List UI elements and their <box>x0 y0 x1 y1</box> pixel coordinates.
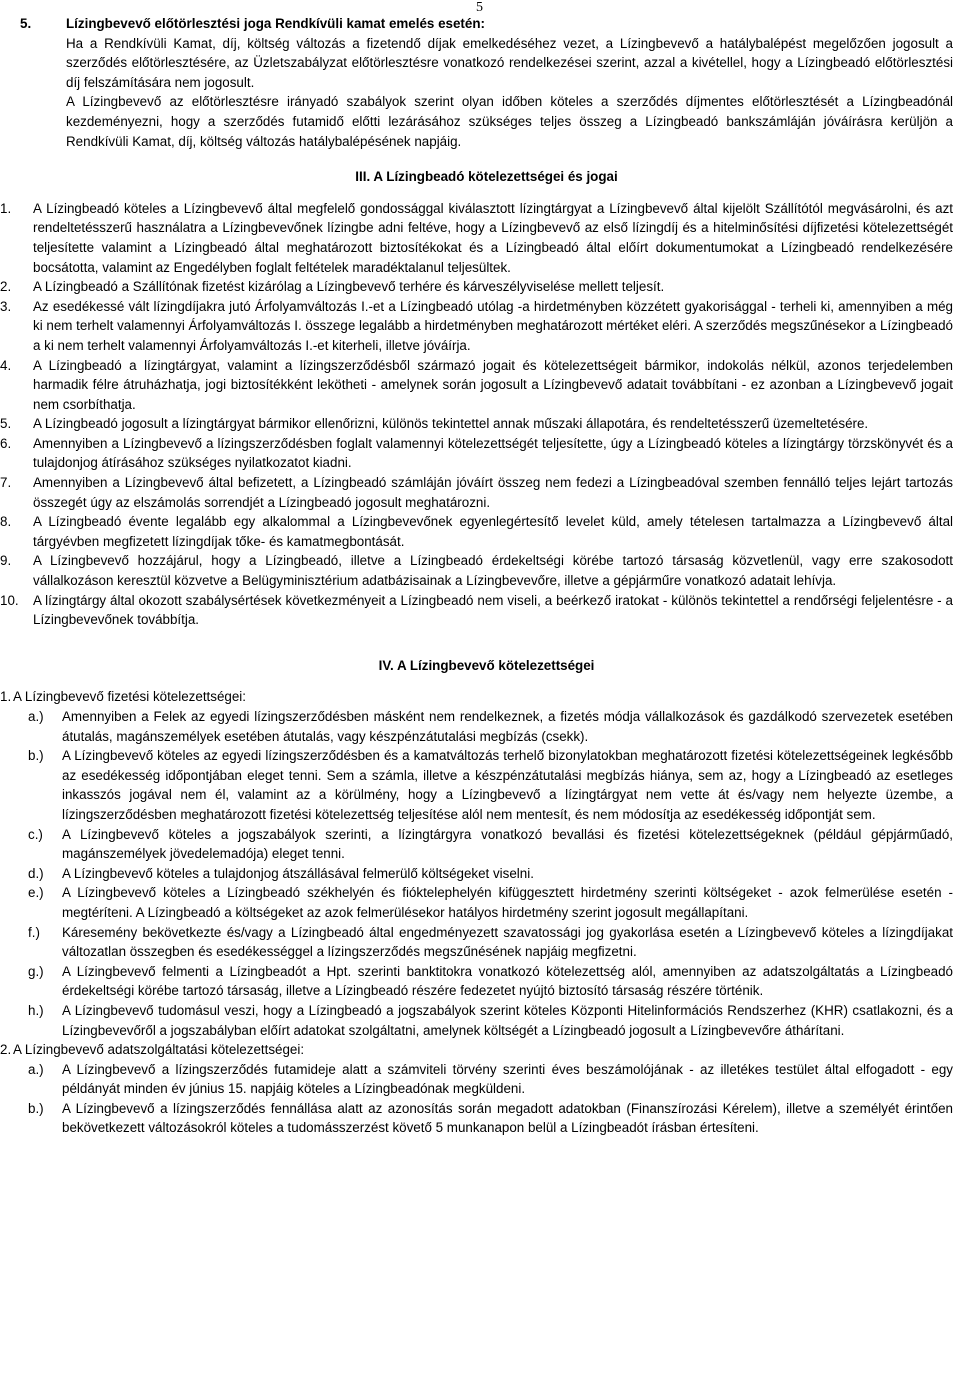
list-item <box>0 199 953 277</box>
list-item-text: A Lízingbeadó köteles a Lízingbevevő által megfelelő gondossággal kiválasztott lízingtárgyat a Lízingbevevő által kijelölt Szállítótól megvásárolni, és azt rendeltetésszerű használatra a Lízingbevevőnek lízingbe adni feltéve, hogy a Lízingbevevő az első lízingdíj és a hitelminősítési díjfizetési kötelezettségét teljesítette valamint a Lízingbeadó által meghatározott biztosítékokat és a Lízingbeadó által előírt dokumentumokat a Lízingbeadó rendelkezésére bocsátotta, valamint az Engedélyben foglalt feltételek maradéktalanul teljesültek. <box>33 200 953 275</box>
list-item-text: A Lízingbevevő a lízingszerződés fennállása alatt az azonosítás során megadott adatokban (Finanszírozási Kérelem), illetve a személyét érintően bekövetkezett változásokról köteles a tudomásszerzést követő 5 munkanapon belül a Lízingbeadót írásban értesíteni. <box>62 1100 953 1136</box>
list-group-number: 1. <box>0 689 12 705</box>
list-item <box>28 1099 953 1138</box>
list-item-letter: g.) <box>28 963 44 979</box>
list-item-text: Amennyiben a Lízingbevevő a lízingszerződésben foglalt valamennyi kötelezettségét teljesítette, úgy a Lízingbeadó köteles a lízingtárgy törzskönyvét és a tulajdonjog átírásához szükséges nyilatkozatot kiadni. <box>33 435 953 471</box>
section-5-title: Lízingbevevő előtörlesztési joga Rendkívüli kamat emelés esetén: <box>66 16 485 31</box>
list-item-letter: h.) <box>28 1002 44 1018</box>
list-item-text: A Lízingbevevő köteles az egyedi lízingszerződésben és a kamatváltozás terhelő bizonylatokban meghatározott fizetési kötelezettségeinek legkésőbb az esedékesség időpontjában eleget tenni. Sem a számla, illetve a készpénzátutalási megbízás hiánya, sem az, hogy a Lízingbeadó az esetleges inkasszós jogával nem él, valamint az a körülmény, hogy a Lízingbevevő a lízingtárgyat nem vette át és/vagy nem helyezte üzembe, a lízingszerződésben meghatározott fizetési kötelezettség teljesítése alól nem mentesít, és nem módosítja az esedékesség időpontját sem. <box>62 748 953 822</box>
list-item <box>0 414 953 434</box>
list-item-letter: a.) <box>28 709 44 724</box>
list-item-number: 3. <box>0 298 12 314</box>
section-3-list <box>0 199 953 630</box>
list-item <box>0 277 953 297</box>
list-item-text: A Lízingbevevő tudomásul veszi, hogy a Lízingbeadó a jogszabályok szerint köteles Központi Hitelinformációs Rendszerhez (KHR) csatlakozni, és a Lízingbevevőről a jogszabályban előírt adatokat szolgáltatni, amelynek költségét a Lízingbeadó jogosult a Lízingbevevőre áthárítani. <box>62 1002 953 1038</box>
section-4-heading: IV. A Lízingbevevő kötelezettségei <box>378 657 595 673</box>
list-item <box>28 825 953 864</box>
section-5-number: 5. <box>20 16 32 31</box>
section-5-paragraph-1: Ha a Rendkívüli Kamat, díj, költség változás a fizetendő díjak emelkedéséhez vezet, a Lízingbevevő a hatálybalépést megelőzően jogosult a szerződés előtörlesztésére, az Üzletszabályzat előtörlesztésre vonatkozó rendelkezései szerint, azzal a kivétellel, hogy a Lízingbeadó előtörlesztési díj felszámítására nem jogosult. <box>66 35 953 90</box>
list-item-text: Amennyiben a Felek az egyedi lízingszerződésben másként nem rendelkeznek, a fizetés módja vállalkozások és gazdálkodó szervezetek esetében átutalás, magánszemélyek esetében átutalás, vagy készpénzátutalási megbízás (csekk). <box>62 709 953 744</box>
section-3-heading: III. A Lízingbeadó kötelezettségei és jogai <box>355 169 618 185</box>
list-item-letter: f.) <box>28 924 40 940</box>
list-item-text: A Lízingbevevő a lízingszerződés futamideje alatt a számviteli törvény szerinti éves beszámolójának - az illetékes testület által elfogadott - egy példányát minden év június 15. napjáig köteles a Lízingbeadónak megküldeni. <box>62 1061 953 1097</box>
list-group-title <box>0 1040 953 1060</box>
list-item-text: A Lízingbevevő hozzájárul, hogy a Lízingbeadó, illetve a Lízingbeadó érdekeltségi körébe tartozó társaság közvetlenül, vagy erre szakosodott vállalkozáson keresztül közvetve a Belügyminisztérium adatbázisainak a Lízingbevevőre, illetve a gépjárműre vonatkozó adatait lehívja. <box>33 553 953 589</box>
list-item-letter: e.) <box>28 885 44 901</box>
section-5-paragraph-2: A Lízingbevevő az előtörlesztésre irányadó szabályok szerint olyan időben köteles a szerződés díjmentes előtörlesztését a Lízingbeadónál kezdeményezni, hogy a szerződés futamidő előtti lezárásához szükséges teljes összeg a Lízingbeadó bankszámláján jóváírásra kerüljön a Rendkívüli Kamat, díj, költség változás hatálybalépésének napjáig. <box>66 94 953 149</box>
list-item-number: 5. <box>0 416 12 432</box>
list-item-number: 10. <box>0 592 19 608</box>
page-number: 5 <box>476 0 483 15</box>
list-item <box>0 591 953 630</box>
list-item <box>28 883 953 922</box>
list-item-number: 8. <box>0 514 12 530</box>
list-item <box>28 1001 953 1040</box>
list-item-text: A Lízingbevevő felmenti a Lízingbeadót a Hpt. szerinti banktitokra vonatkozó kötelezettség alól, amennyiben az adatszolgáltatás a Lízingbeadó érdekeltségi körébe tartozó társaság, illetve a Lízingbeadó részére fedezetet nyújtó biztosító társaság részére történik. <box>62 963 953 999</box>
list-item <box>0 434 953 473</box>
list-item <box>0 297 953 356</box>
list-item <box>28 864 953 884</box>
list-item-number: 7. <box>0 475 12 491</box>
list-group-label: A Lízingbevevő fizetési kötelezettségei: <box>13 689 246 705</box>
list-item-text: A Lízingbevevő köteles a tulajdonjog átszállásával felmerülő költségeket viselni. <box>62 865 534 881</box>
list-item-number: 6. <box>0 435 12 451</box>
list-item-letter: b.) <box>28 748 44 764</box>
list-item <box>28 962 953 1001</box>
document-body <box>0 14 953 1138</box>
list-item <box>28 923 953 962</box>
list-item <box>0 551 953 590</box>
list-item <box>0 473 953 512</box>
list-item-number: 4. <box>0 357 12 373</box>
list-item-number: 9. <box>0 553 12 569</box>
list-item-letter: d.) <box>28 865 44 881</box>
list-item <box>28 1060 953 1099</box>
list-item-text: A Lízingbeadó a Szállítónak fizetést kizárólag a Lízingbevevő terhére és kárveszélyviselése mellett teljesít. <box>33 279 665 295</box>
list-item-number: 2. <box>0 279 12 295</box>
list-item-text: A Lízingbeadó a lízingtárgyat, valamint a lízingszerződésből származó jogait és kötelezettségeit bármikor, indokolás nélkül, azonos terjedelemben harmadik félre átruházhatja, jogi biztosítékként lekötheti - amelynek során jogosult a Lízingbevevő adatait továbbítani - ez azonban a Lízingbevevő jogait nem csorbíthatja. <box>33 357 953 412</box>
list-item-letter: b.) <box>28 1100 44 1116</box>
list-group-label: A Lízingbevevő adatszolgáltatási kötelezettségei: <box>13 1042 305 1058</box>
section-4-list <box>0 687 953 1138</box>
list-item-text: Az esedékessé vált lízingdíjakra jutó Árfolyamváltozás I.-et a Lízingbeadó utólag -a hirdetményben közzétett gyakorisággal - terheli ki, amennyiben a még ki nem terhelt valamennyi Árfolyamváltozás I. összege legalább a hirdetményben meghatározott mértéket eléri. A szerződés megszűnésekor a Lízingbeadó a ki nem terhelt valamennyi Árfolyamváltozás I.-et kiterheli, illetve jóváírja. <box>33 298 953 353</box>
list-item-text: A Lízingbevevő köteles a jogszabályok szerinti, a lízingtárgyra vonatkozó bevallási és fizetési kötelezettségeknek (például gépjárműadó, magánszemélyek jövedelemadója) eleget tenni. <box>62 826 953 862</box>
list-item-text: Amennyiben a Lízingbevevő által befizetett, a Lízingbeadó számláján jóváírt összeg nem fedezi a Lízingbeadóval szemben fennálló teljes lejárt tartozás összegét úgy az elszámolás sorrendjét a Lízingbeadó jogosult meghatározni. <box>33 475 953 510</box>
list-item <box>28 707 953 746</box>
list-item-text: A lízingtárgy által okozott szabálysértések következményeit a Lízingbeadó nem viseli, a beérkező iratokat - különös tekintettel a rendőrségi feljelentésre - a Lízingbevevőnek továbbítja. <box>33 592 953 628</box>
list-group-title <box>0 687 953 707</box>
list-item <box>0 512 953 551</box>
list-item-letter: c.) <box>28 826 43 842</box>
list-item-letter: a.) <box>28 1061 44 1077</box>
list-item-text: A Lízingbevevő köteles a Lízingbeadó székhelyén és fióktelephelyén kifüggesztett hirdetmény szerinti költségeket - azok felmerülése esetén - megtéríteni. A Lízingbeadó a költségeket az azok felmerülésekor hatályos hirdetmény szerint jogosult megállapítani. <box>62 885 953 920</box>
list-item-number: 1. <box>0 200 12 216</box>
list-item-text: A Lízingbeadó évente legalább egy alkalommal a Lízingbevevőnek egyenlegértesítő levelet küld, amely tételesen tartalmazza a Lízingbevevő által tárgyévben megfizetett lízingdíjak tőke- és kamatmegbontását. <box>33 514 953 549</box>
list-item-text: Káresemény bekövetkezte és/vagy a Lízingbeadó által engedményezett szavatossági jog gyakorlása esetén a Lízingbevevő köteles a lízingdíjakat változatlan összegben és esedékességgel a lízingszerződés megszűnésének napjáig megfizetni. <box>62 924 953 960</box>
list-item <box>28 746 953 824</box>
list-item <box>0 356 953 415</box>
list-group-number: 2. <box>0 1042 12 1058</box>
list-item-text: A Lízingbeadó jogosult a lízingtárgyat bármikor ellenőrizni, különös tekintettel annak műszaki állapotára, és rendeltetésszerű üzemeltetésére. <box>33 416 869 432</box>
section-5-heading <box>20 14 953 34</box>
